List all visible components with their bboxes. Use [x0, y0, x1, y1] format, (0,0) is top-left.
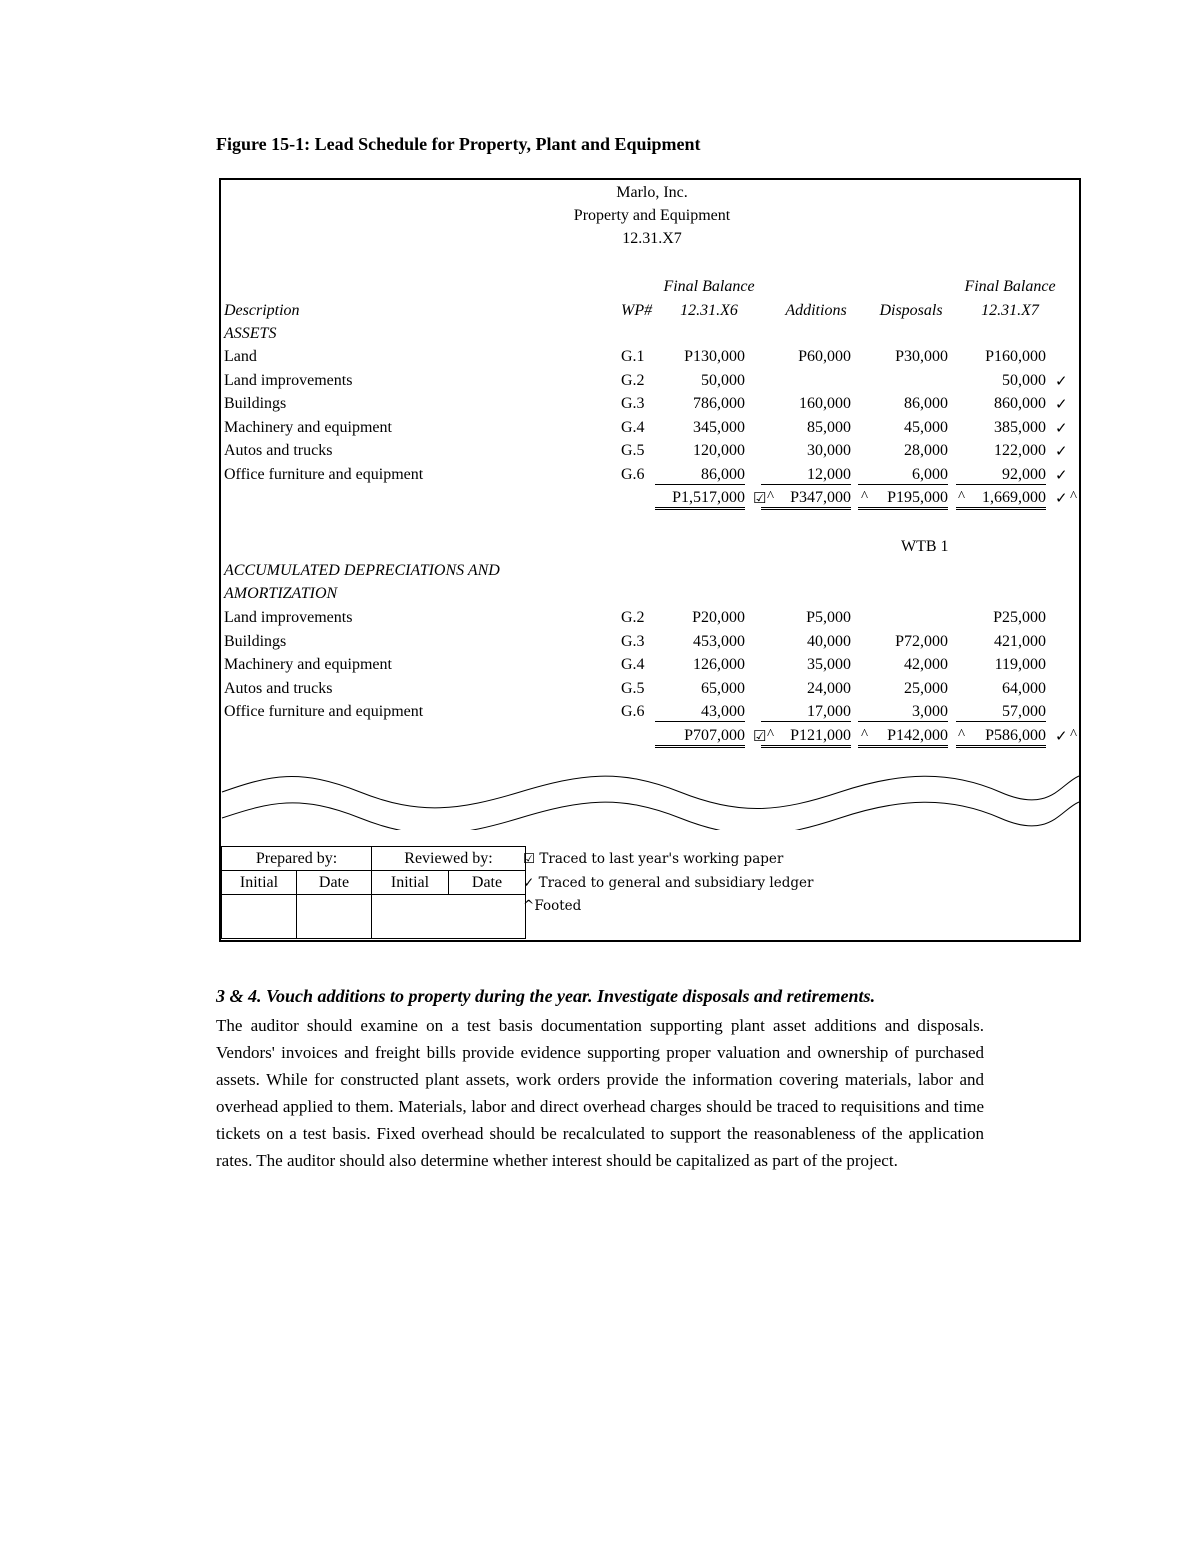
assets-label: ASSETS: [224, 325, 277, 342]
caret-mark-icon: ^: [1070, 489, 1078, 505]
row-balance-x7: 385,000: [994, 418, 1046, 436]
row-wp-ref: G.1: [621, 348, 645, 365]
row-balance-x6: 786,000: [693, 395, 745, 412]
row-balance-x7: 119,000: [994, 656, 1046, 673]
prepared-initial-label: Initial: [222, 871, 297, 895]
row-balance-x7: 122,000: [994, 442, 1046, 459]
caret-mark-icon: ^: [523, 898, 535, 914]
col-header-disposals: Disposals: [879, 302, 943, 319]
row-balance-x6: 345,000: [693, 418, 745, 436]
col-header-bal-x6-2: 12.31.X6: [680, 302, 738, 319]
legend-traced-gl: [523, 875, 813, 891]
row-balance-x6: 86,000: [655, 466, 745, 485]
total-balance-x6: P707,000: [655, 727, 745, 748]
row-balance-x6: 50,000: [701, 371, 745, 389]
reviewed-date-label: Date: [449, 871, 526, 895]
row-disposals: 3,000: [858, 703, 948, 722]
row-balance-x7: 860,000: [994, 395, 1046, 412]
caret-mark-icon: ^: [767, 726, 775, 743]
figure-title: Figure 15-1: Lead Schedule for Property, Plant and Equipment: [216, 134, 701, 154]
col-header-wp: WP#: [621, 302, 653, 319]
col-header-bal-x6-1: Final Balance: [663, 278, 755, 295]
total-disposals: P195,000: [858, 489, 948, 510]
row-description: Buildings: [224, 632, 287, 650]
row-description: Office furniture and equipment: [224, 465, 424, 483]
company-name: Marlo, Inc.: [616, 184, 688, 201]
row-additions: 12,000: [761, 466, 851, 485]
signoff-table: [221, 846, 526, 939]
caret-mark-icon: ^: [861, 489, 869, 505]
total-balance-x7: 1,669,000: [956, 489, 1046, 510]
checkbox-mark-icon: ☑: [753, 728, 767, 745]
check-mark-icon: ✓: [1055, 420, 1068, 437]
body-paragraph: The auditor should examine on a test basis documentation supporting plant asset additions and disposals. Vendors' invoices and freight bills provide evidence supporting proper valuation and ownership of purchased assets. While for constructed plant assets, work orders provide the information covering materials, labor and overhead applied to them. Materials, labor and direct overhead charges should be traced to requisitions and time tickets on a test basis. Fixed overhead should be recalculated to support the reasonableness of the application rates. The auditor should also determine whether interest should be capitalized as part of the project.: [216, 1016, 984, 1170]
row-balance-x6: 126,000: [693, 656, 745, 673]
col-header-description: Description: [224, 302, 300, 319]
reviewed-cell: [372, 895, 526, 939]
reviewed-initial-label: Initial: [372, 871, 449, 895]
row-additions: P5,000: [806, 609, 851, 626]
total-balance-x6: P1,517,000: [655, 489, 745, 510]
caret-mark-icon: ^: [958, 726, 966, 743]
prepared-by-label: Prepared by:: [222, 847, 372, 871]
accum-label-2: AMORTIZATION: [224, 585, 338, 602]
section-heading: 3 & 4. Vouch additions to property during the year. Investigate disposals and retirements.: [216, 986, 876, 1006]
row-disposals: 45,000: [904, 418, 948, 436]
row-description: Machinery and equipment: [224, 656, 392, 673]
row-balance-x6: 453,000: [693, 632, 745, 650]
row-disposals: 6,000: [858, 466, 948, 485]
row-description: Land: [224, 348, 257, 365]
caret-mark-icon: ^: [767, 489, 775, 505]
row-balance-x6: 65,000: [701, 679, 745, 697]
row-wp-ref: G.3: [621, 395, 645, 412]
prepared-initial-cell: [222, 895, 297, 939]
break-line-bottom: [222, 802, 1079, 830]
schedule-date: 12.31.X7: [622, 230, 682, 247]
row-balance-x7: 57,000: [956, 703, 1046, 722]
row-additions: 17,000: [761, 703, 851, 722]
row-balance-x7: P160,000: [985, 348, 1046, 365]
row-balance-x7: 64,000: [1002, 679, 1046, 697]
check-mark-icon: ✓: [1055, 444, 1068, 460]
row-disposals: 25,000: [904, 679, 948, 697]
row-wp-ref: G.3: [621, 632, 645, 650]
row-disposals: 42,000: [904, 656, 948, 673]
row-description: Autos and trucks: [224, 442, 333, 459]
row-description: Buildings: [224, 395, 287, 412]
row-additions: 40,000: [807, 632, 851, 650]
col-header-bal-x7-2: 12.31.X7: [981, 302, 1039, 319]
check-mark-icon: ✓: [523, 875, 535, 891]
wtb-reference: WTB 1: [901, 538, 949, 555]
row-wp-ref: G.6: [621, 465, 645, 483]
row-wp-ref: G.5: [621, 442, 645, 459]
row-disposals: P72,000: [895, 632, 948, 650]
row-balance-x7: 92,000: [956, 466, 1046, 485]
row-description: Office furniture and equipment: [224, 703, 424, 720]
row-balance-x6: P20,000: [692, 609, 745, 626]
row-additions: P60,000: [798, 348, 851, 365]
caret-mark-icon: ^: [1070, 726, 1078, 743]
row-additions: 35,000: [807, 656, 851, 673]
break-lines: [0, 770, 1200, 830]
row-balance-x7: 421,000: [994, 632, 1046, 650]
col-header-additions: Additions: [785, 302, 847, 319]
legend-traced-ly-text: Traced to last year's working paper: [539, 851, 784, 867]
caret-mark-icon: ^: [958, 489, 966, 505]
total-additions: P121,000: [761, 727, 851, 748]
row-wp-ref: G.2: [621, 371, 645, 389]
row-disposals: 86,000: [904, 395, 948, 412]
row-balance-x7: 50,000: [1002, 371, 1046, 389]
row-description: Land improvements: [224, 371, 353, 389]
total-balance-x7: P586,000: [956, 727, 1046, 748]
row-additions: 85,000: [807, 418, 851, 436]
row-wp-ref: G.4: [621, 418, 645, 436]
row-wp-ref: G.4: [621, 656, 645, 673]
row-description: Machinery and equipment: [224, 418, 392, 436]
caret-mark-icon: ^: [861, 726, 869, 743]
check-mark-icon: ✓: [1055, 728, 1068, 745]
row-additions: 160,000: [799, 395, 851, 412]
row-disposals: 28,000: [904, 442, 948, 459]
accum-label-1: ACCUMULATED DEPRECIATIONS AND: [224, 562, 500, 579]
checkbox-mark-icon: ☑: [753, 491, 767, 507]
check-mark-icon: ✓: [1055, 491, 1068, 507]
row-balance-x6: 120,000: [693, 442, 745, 459]
schedule-subtitle: Property and Equipment: [573, 207, 731, 224]
row-additions: 30,000: [807, 442, 851, 459]
row-balance-x6: P130,000: [684, 348, 745, 365]
col-header-bal-x7-1: Final Balance: [964, 278, 1056, 295]
row-balance-x7: P25,000: [993, 609, 1046, 626]
legend-traced-gl-text: Traced to general and subsidiary ledger: [538, 875, 814, 891]
row-wp-ref: G.5: [621, 679, 645, 697]
row-wp-ref: G.6: [621, 703, 645, 720]
row-balance-x6: 43,000: [655, 703, 745, 722]
reviewed-by-label: Reviewed by:: [372, 847, 526, 871]
row-wp-ref: G.2: [621, 609, 645, 626]
total-additions: P347,000: [761, 489, 851, 510]
check-mark-icon: ✓: [1055, 467, 1068, 484]
checkbox-mark-icon: ☑: [523, 851, 536, 867]
check-mark-icon: ✓: [1055, 373, 1068, 390]
row-disposals: P30,000: [895, 348, 948, 365]
legend-footed: [523, 898, 581, 914]
row-additions: 24,000: [807, 679, 851, 697]
total-disposals: P142,000: [858, 727, 948, 748]
prepared-date-label: Date: [297, 871, 372, 895]
prepared-date-cell: [297, 895, 372, 939]
legend-footed-text: Footed: [534, 898, 582, 914]
row-description: Autos and trucks: [224, 679, 333, 697]
check-mark-icon: ✓: [1055, 397, 1068, 413]
row-description: Land improvements: [224, 609, 353, 626]
legend-traced-ly: [523, 851, 783, 867]
